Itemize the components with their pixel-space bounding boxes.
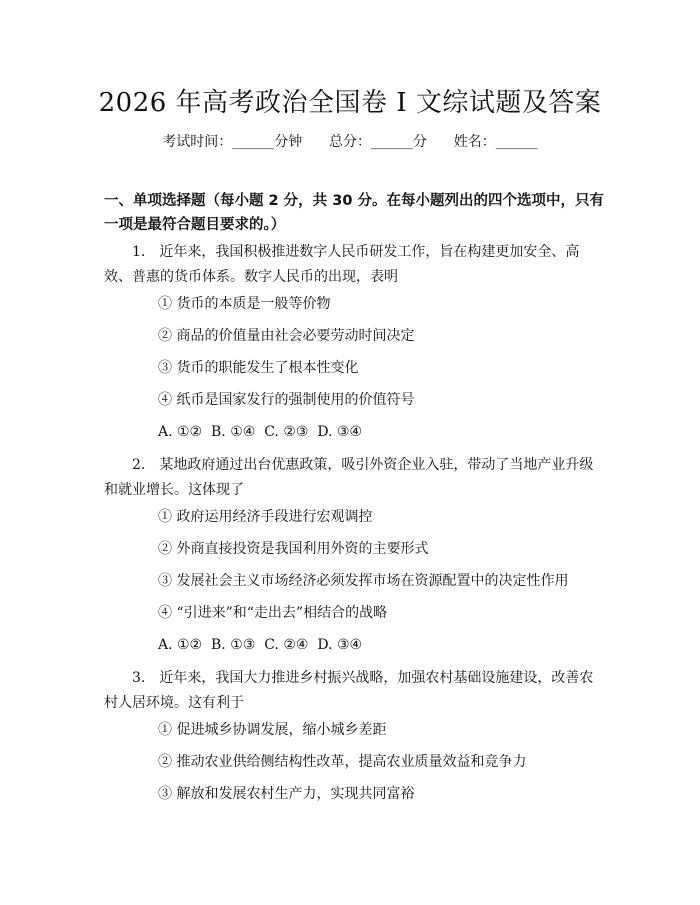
question-1-stem: 1. 近年来，我国积极推进数字人民币研发工作，旨在构建更加安全、高效、普惠的货币体系。数字人民币的出现，表明 [104,244,580,285]
question-1-option-4: ④ 纸币是国家发行的强制使用的价值符号 [158,392,415,408]
question-3-stem: 3. 近年来，我国大力推进乡村振兴战略，加强农村基础设施建设，改善农村人居环境。这有利于 [104,670,594,711]
question-2-option-4: ④ “引进来”和“走出去”相结合的战略 [158,605,388,621]
question-1-answer-choices: A. ①② B. ①④ C. ②③ D. ③④ [158,424,363,440]
exam-meta-line: 考试时间：______分钟 总分：______分 姓名：______ [162,134,538,150]
question-2-option-3: ③ 发展社会主义市场经济必须发挥市场在资源配置中的决定性作用 [158,573,569,589]
question-2-stem: 2. 某地政府通过出台优惠政策，吸引外资企业入驻，带动了当地产业升级和就业增长。这体现了 [104,457,594,498]
section-heading: 一、单项选择题（每小题 2 分，共 30 分。在每小题列出的四个选项中，只有一项是最符合题目要求的。） [104,193,604,233]
question-1-option-2: ② 商品的价值量由社会必要劳动时间决定 [158,328,415,344]
question-2-answer-choices: A. ①② B. ①③ C. ②④ D. ③④ [158,637,363,653]
question-1-option-3: ③ 货币的职能发生了根本性变化 [158,360,359,376]
question-2-option-1: ① 政府运用经济手段进行宏观调控 [158,509,373,525]
question-3-option-3: ③ 解放和发展农村生产力，实现共同富裕 [158,786,415,802]
question-3-option-1: ① 促进城乡协调发展，缩小城乡差距 [158,722,387,738]
question-3-option-2: ② 推动农业供给侧结构性改革，提高农业质量效益和竞争力 [158,754,527,770]
question-2-option-2: ② 外商直接投资是我国利用外资的主要形式 [158,541,429,557]
question-1-option-1: ① 货币的本质是一般等价物 [158,296,331,312]
document-title: 2026 年高考政治全国卷 I 文综试题及答案 [98,88,602,118]
